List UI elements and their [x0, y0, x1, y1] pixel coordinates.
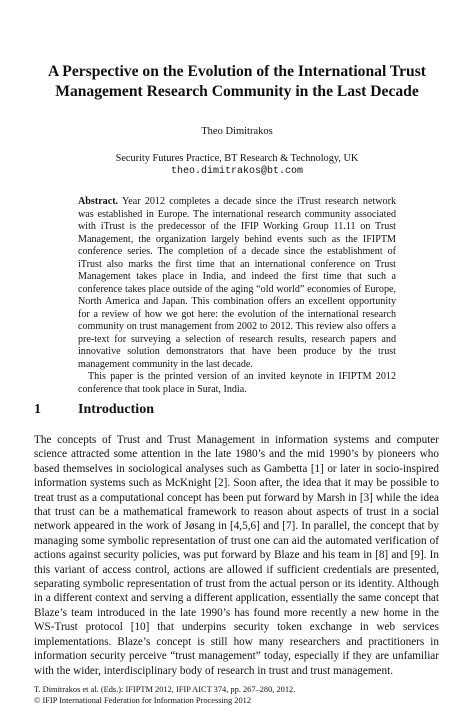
- section-heading: [34, 401, 154, 419]
- abstract-label: Abstract.: [78, 196, 119, 207]
- section-title: Introduction: [78, 402, 154, 417]
- abstract-paragraph-2: This paper is the printed version of an invited keynote in IFIPTM 2012 conference that took place in Surat, India.: [78, 371, 396, 395]
- abstract-text-1: Year 2012 completes a decade since the iTrust research network was established in Europe. The international research community associated with iTrust is the predecessor of the IFIP Working Group 11.11 on Trust Management, the organization largely behind events such as the IFIPTM conference series. The completion of a decade since the establishment of iTrust also marks the first time that an international conference on Trust Management takes place in India, and indeed the first time that such a conference takes place outside of the aging “old world” economies of Europe, North America and Japan. This combination offers an excellent opportunity for a review of how we got here: the evolution of the international research community on trust management from 2002 to 2012. This review also offers a pre-text for surveying a selection of research results, research papers and innovative solution demonstrators that have been produce by the trust management community in the last decade.: [78, 196, 397, 370]
- abstract: [78, 196, 396, 396]
- footnote-citation: T. Dimitrakos et al. (Eds.): IFIPTM 2012, IFIP AICT 374, pp. 267–280, 2012.: [34, 685, 296, 694]
- footnote-copyright: © IFIP International Federation for Information Processing 2012: [34, 696, 252, 705]
- body-paragraph: The concepts of Trust and Trust Management in information systems and computer science attracted some attention in the late 1980’s and the mid 1990’s by pioneers who based themselves in sociological analyses such as Gambetta [1] or later in socio-inspired information systems such as McKnight [2]. Soon after, the idea that it may be possible to treat trust as a computational concept has been put forward by Marsh in [3] while the idea that trust can be a mathematical framework to reason about aspects of trust in a social network appeared in the work of Jøsang in [4,5,6] and [7]. In parallel, the concept that by managing some symbolic representation of trust one can aid the automated verification of actions against security policies, was put forward by Blaze and his team in [8] and [9]. In this variant of access control, actions are allowed if sufficient credentials are presented, separating symbolic representation of trust from the actual person or its identity. Although in a different context and serving a different application, essentially the same concept that Blaze’s team introduced in the late 1990’s has found more recently a new home in the WS-Trust protocol [10] that underpins security token exchange in web services implementations. Blaze’s concept is still how many researchers and practitioners in information security perceive “trust management” today, especially if they are unfamiliar with the wider, interdisciplinary body of research in trust and trust management.: [34, 434, 439, 677]
- abstract-paragraph-1: [78, 196, 396, 371]
- author-email: theo.dimitrakos@bt.com: [170, 166, 304, 177]
- author-name: Theo Dimitrakos: [201, 126, 273, 137]
- paper-title: A Perspective on the Evolution of the International Trust Management Research Community in the Last Decade: [48, 63, 426, 100]
- section-number: 1: [34, 402, 41, 417]
- author-affiliation: Security Futures Practice, BT Research & Technology, UK: [115, 153, 359, 164]
- footnote: [34, 684, 454, 706]
